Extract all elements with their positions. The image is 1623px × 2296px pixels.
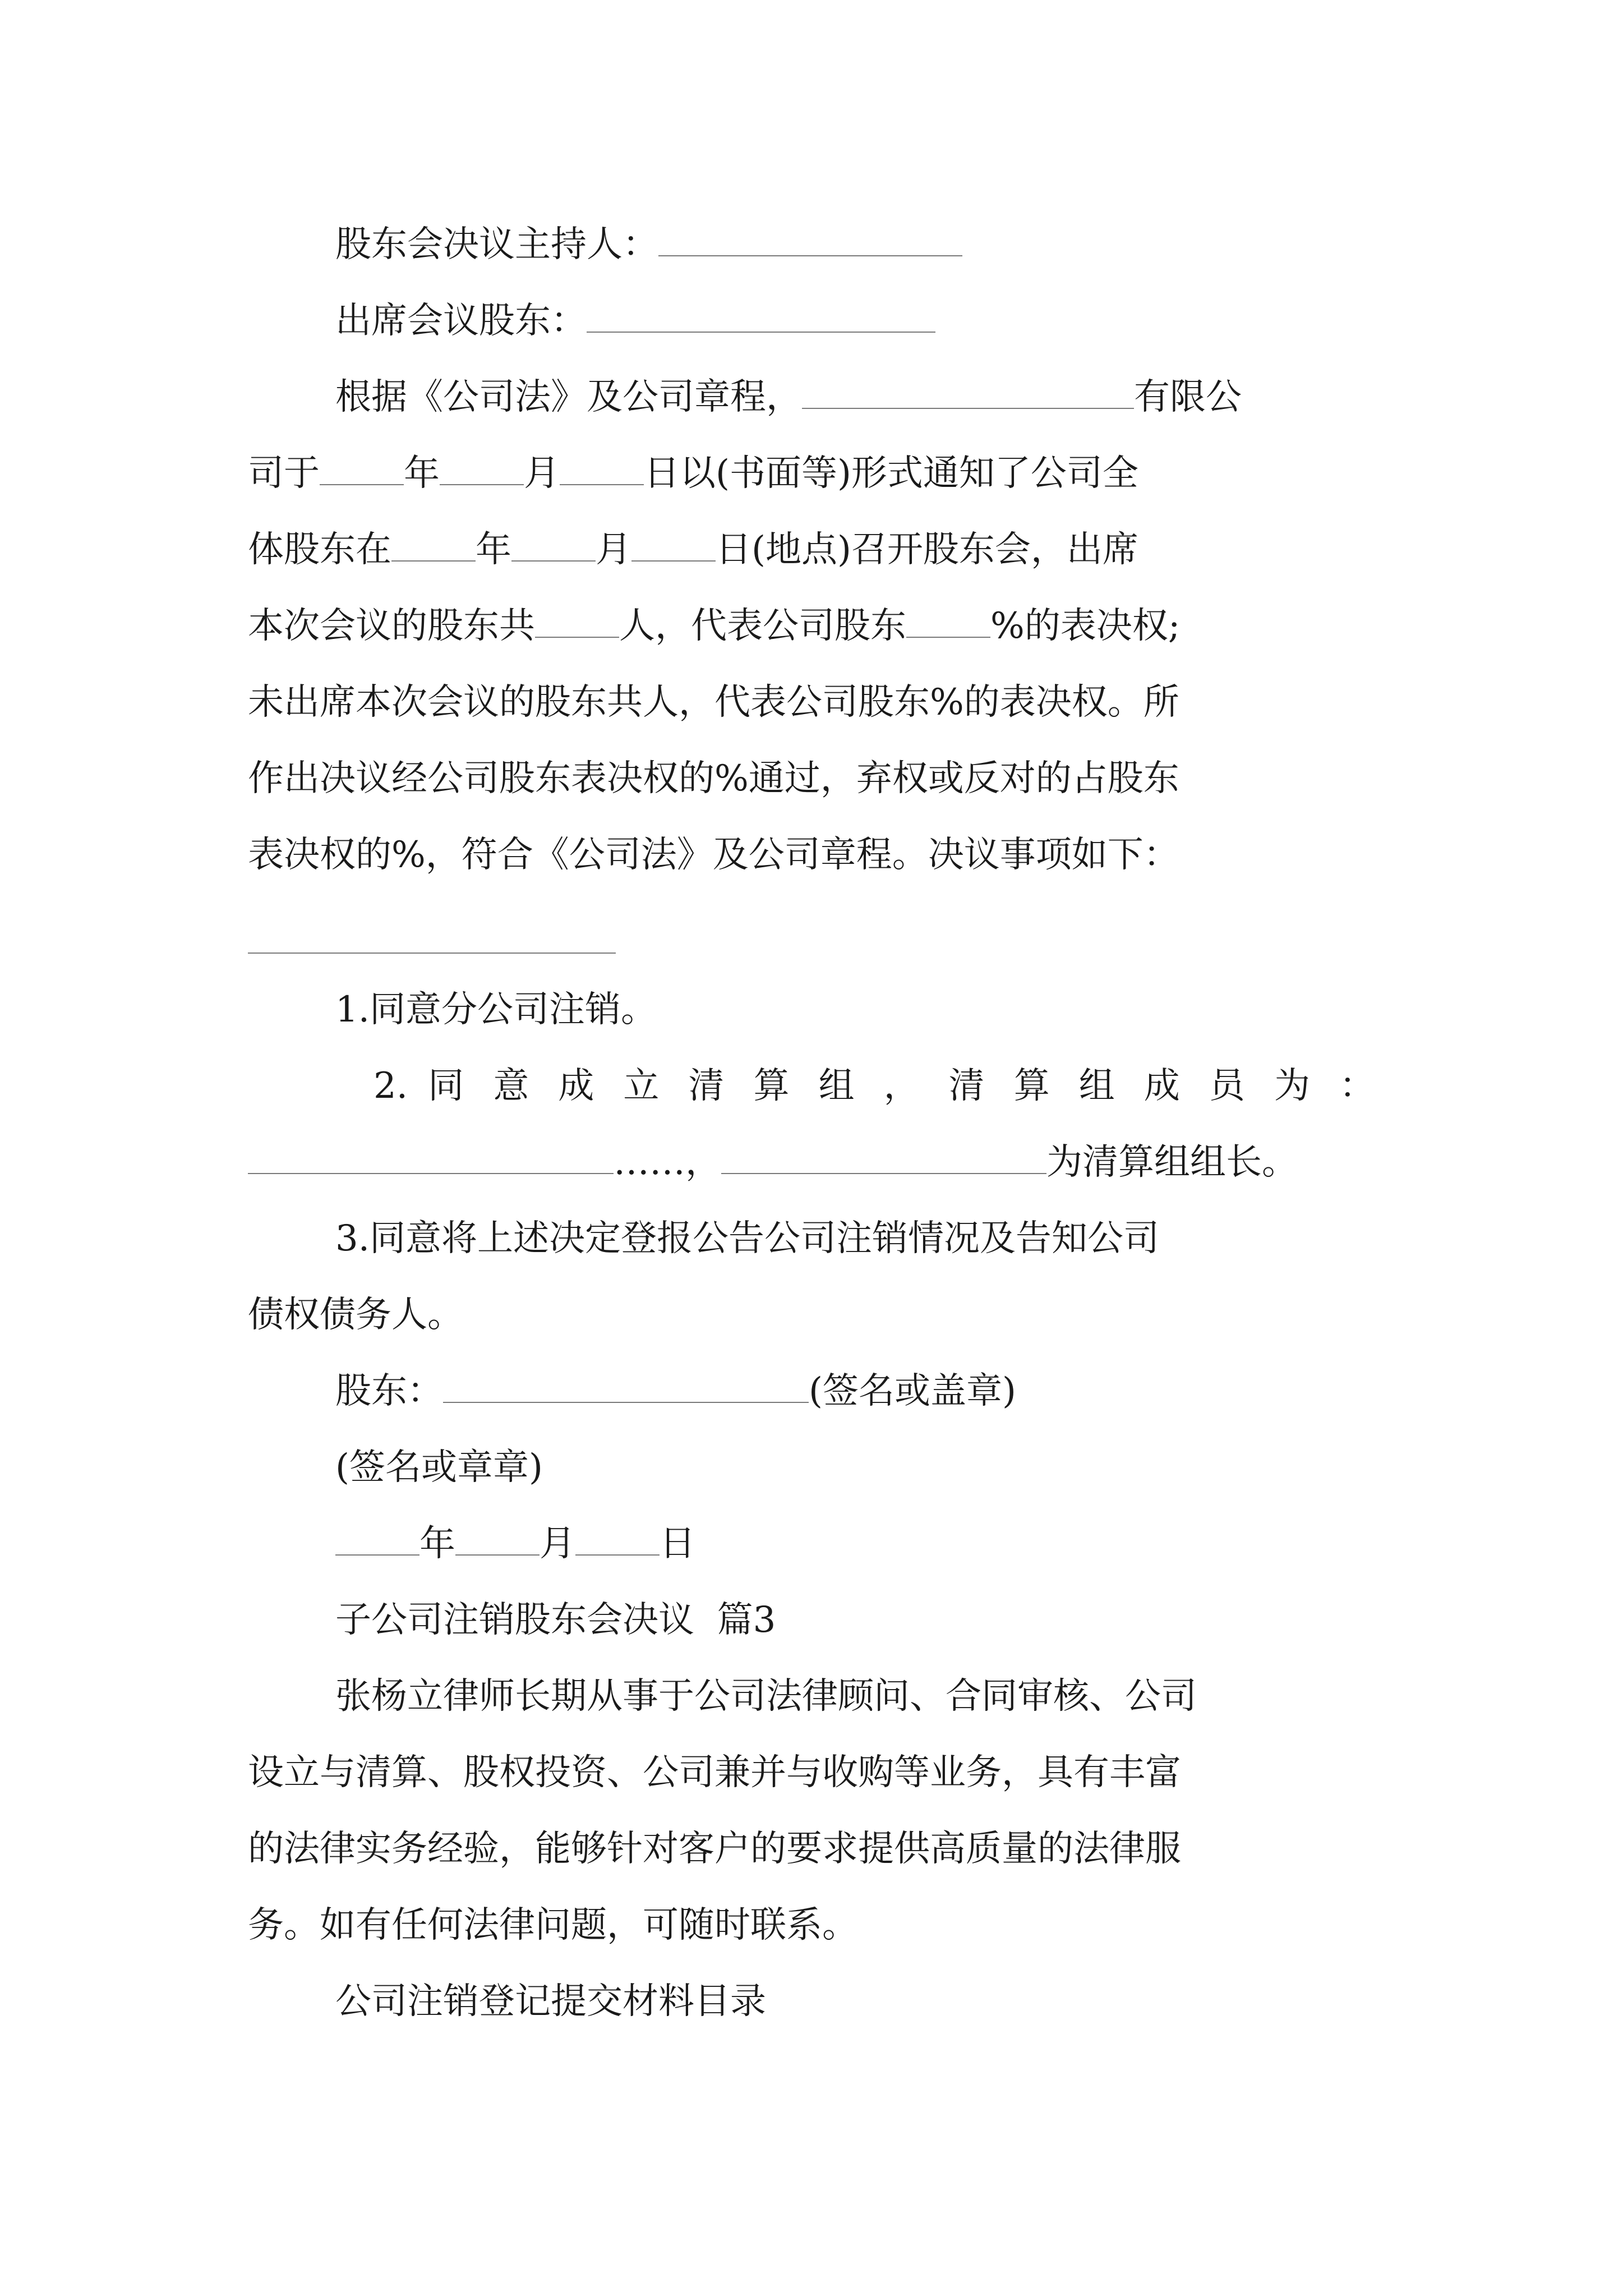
host-name-blank bbox=[658, 255, 962, 256]
text-segment: 人，代表公司股东 bbox=[619, 605, 906, 647]
paragraph-line bbox=[248, 605, 1181, 647]
section-title: 公司注销登记提交材料目录 bbox=[335, 1981, 766, 2022]
attending-shareholders-label: 出席会议股东： bbox=[335, 300, 587, 342]
voting-percent-blank bbox=[906, 636, 990, 638]
text-segment: ……， bbox=[614, 1142, 721, 1183]
paragraph-line: 作出决议经公司股东表决权的%通过，弃权或反对的占股东 bbox=[248, 758, 1179, 799]
paragraph-line: 的法律实务经验，能够针对客户的要求提供高质量的法律服 bbox=[248, 1828, 1181, 1870]
text-segment: 年 bbox=[404, 453, 440, 494]
paragraph-line: 张杨立律师长期从事于公司法律顾问、合同审核、公司 bbox=[335, 1676, 1197, 1717]
text-segment: 月 bbox=[540, 1523, 575, 1565]
resolution-host-line bbox=[335, 224, 962, 265]
company-name-blank bbox=[802, 407, 1134, 409]
paragraph-line: 务。如有任何法律问题，可随时联系。 bbox=[248, 1904, 858, 1946]
month-blank bbox=[455, 1554, 540, 1556]
day-blank bbox=[560, 484, 644, 485]
text-segment: 月 bbox=[596, 529, 631, 570]
paragraph-line: 设立与清算、股权投资、公司兼并与收购等业务，具有丰富 bbox=[248, 1752, 1181, 1793]
paragraph-line bbox=[335, 376, 1242, 418]
text-segment: 年 bbox=[476, 529, 511, 570]
text-segment: 日(地点)召开股东会，出席 bbox=[716, 529, 1138, 570]
text-segment: 体股东在 bbox=[248, 529, 391, 570]
text-segment: 为清算组组长。 bbox=[1046, 1142, 1298, 1183]
text-segment: %的表决权; bbox=[990, 605, 1181, 647]
paragraph-line: 表决权的%，符合《公司法》及公司章程。决议事项如下： bbox=[248, 834, 1179, 876]
shareholder-signature-line bbox=[335, 1370, 1016, 1412]
text-segment: 有限公 bbox=[1134, 376, 1242, 418]
resolution-item-2: 2. 同 意 成 立 清 算 组 ， 清 算 组 成 员 为 ： bbox=[374, 1065, 1375, 1107]
text-segment: 根据《公司法》及公司章程， bbox=[335, 376, 802, 418]
resolution-host-label: 股东会决议主持人： bbox=[335, 224, 658, 265]
text-segment: (签名或盖章) bbox=[809, 1370, 1016, 1412]
group-leader-blank bbox=[721, 1172, 1046, 1174]
resolution-item-3: 3.同意将上述决定登报公告公司注销情况及告知公司 bbox=[335, 1218, 1160, 1259]
signature-note: (签名或章章) bbox=[335, 1447, 543, 1488]
resolution-item-1: 1.同意分公司注销。 bbox=[335, 989, 657, 1030]
paragraph-line: 未出席本次会议的股东共人，代表公司股东%的表决权。所 bbox=[248, 682, 1179, 723]
month-blank bbox=[511, 560, 596, 562]
year-blank bbox=[335, 1554, 419, 1556]
month-blank bbox=[440, 484, 524, 485]
text-segment: 日以(书面等)形式通知了公司全 bbox=[644, 453, 1138, 494]
paragraph-line bbox=[248, 529, 1138, 570]
day-blank bbox=[631, 560, 716, 562]
liquidation-group-line bbox=[248, 1142, 1298, 1183]
text-segment: 股东： bbox=[335, 1370, 443, 1412]
text-segment: 司于 bbox=[248, 453, 320, 494]
day-blank bbox=[575, 1554, 660, 1556]
resolution-items-blank bbox=[248, 953, 616, 954]
text-segment: 年 bbox=[419, 1523, 455, 1565]
date-line bbox=[335, 1523, 695, 1565]
text-segment: 本次会议的股东共 bbox=[248, 605, 535, 647]
group-members-blank bbox=[248, 1172, 614, 1174]
shareholder-signature-blank bbox=[443, 1401, 809, 1403]
year-blank bbox=[320, 484, 404, 485]
text-segment: 月 bbox=[524, 453, 560, 494]
paragraph-line bbox=[248, 453, 1138, 494]
text-segment: 日 bbox=[660, 1523, 695, 1565]
shareholder-count-blank bbox=[535, 636, 619, 638]
attending-shareholders-line bbox=[335, 300, 935, 342]
paragraph-line: 债权债务人。 bbox=[248, 1294, 463, 1336]
section-heading: 子公司注销股东会决议 篇3 bbox=[335, 1599, 776, 1641]
year-blank bbox=[391, 560, 476, 562]
attending-shareholders-blank bbox=[587, 331, 935, 333]
